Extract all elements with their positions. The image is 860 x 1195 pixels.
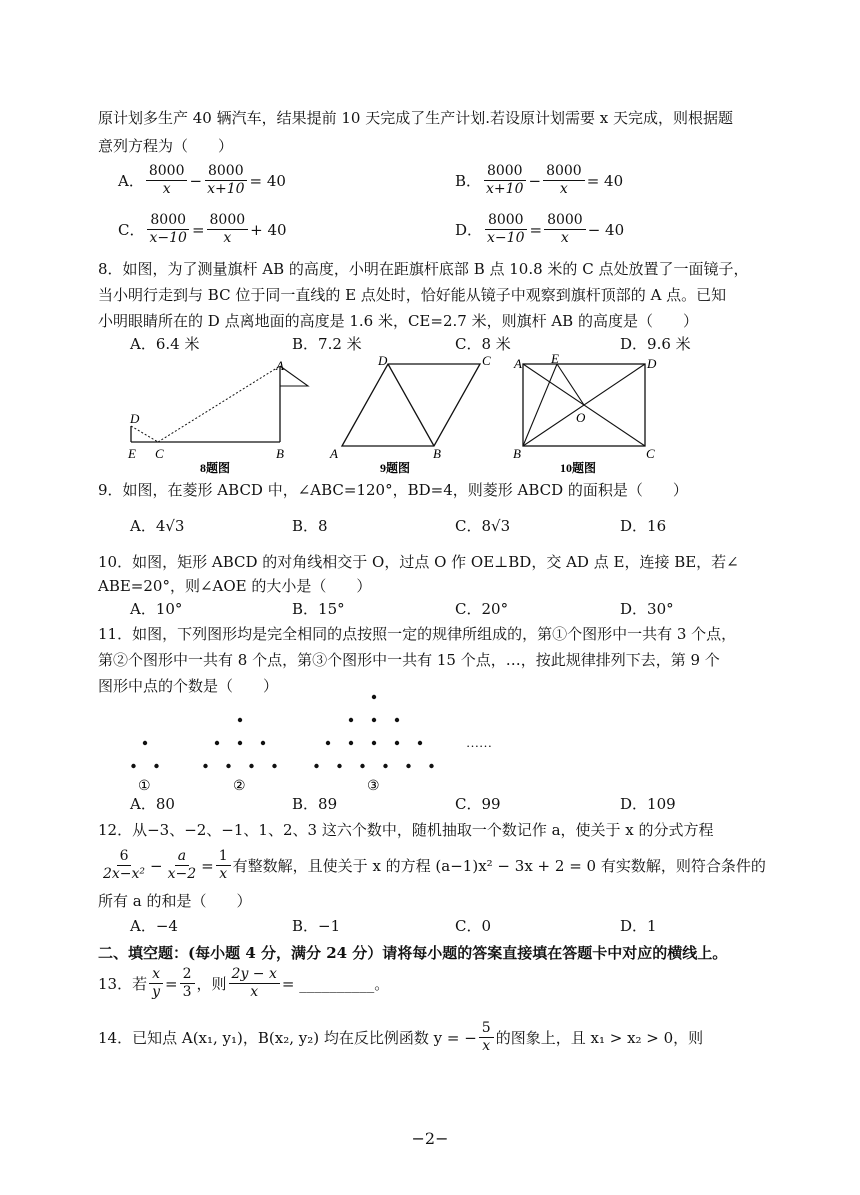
q10-option-a: A．10° [130,600,183,618]
q11-dot [154,764,158,768]
figure-9 [329,353,491,475]
q11-option-c: C．99 [455,795,501,813]
q11-dot [395,718,399,722]
q12-line3: 所有 a 的和是（ ） [98,892,252,910]
q11-dot [372,718,376,722]
q11-dot [337,764,341,768]
q9-option-c: C．8√3 [455,517,511,535]
q11-line1: 11．如图，下列图形均是完全相同的点按照一定的规律所组成的，第①个图形中一共有 3 个点， [98,625,737,643]
q11-dot [143,741,147,745]
figures-row [120,352,680,477]
q11-option-d: D．109 [620,795,676,813]
fig8-label-b: B [276,446,284,461]
q11-dot [429,764,433,768]
q12-line2: $\frac{6}{\text{2x−x²}}$ − $\frac{a}{x-2}$ = $\frac{1}{x}$ 有整数解，且使关于 x 的方程 (a−1)x² − 3x + 2 = 0 有实数解，则符合条件的 [103,848,766,882]
q8-option-d: D．9.6 米 [620,335,691,353]
q11-option-b: B．89 [292,795,338,813]
fig9-label-a: A [330,446,338,461]
q11-option-a: A．80 [130,795,175,813]
q11-dot-figures [120,688,520,796]
q9-option-a: A．4√3 [130,517,185,535]
q7-line1: 原计划多生产 40 辆汽车，结果提前 10 天完成了生产计划.若设原计划需要 x 天完成，则根据题 [98,109,734,127]
q11-line2: 第②个图形中一共有 8 个点，第③个图形中一共有 15 个点，…，按此规律排列下去，第 9 个 [98,651,720,669]
fig10-label-a: A [514,356,522,371]
q7-option-c: C． $\frac{8000}{x-10}$ = $\frac{8000}{x}$ + 40 [118,212,287,246]
q10-line2: ABE=20°，则∠AOE 的大小是（ ） [98,577,372,595]
fig10-label-c: C [646,446,655,461]
fig8-label-e: E [128,446,136,461]
q7-line2: 意列方程为（ ） [98,137,234,155]
q11-dot [418,741,422,745]
q11-dot [383,764,387,768]
q11-dot [372,695,376,699]
q11-dot [203,764,207,768]
fig8-label-a: A [276,358,284,373]
q8-option-c: C．8 米 [455,335,511,353]
fig10-label-d: D [647,356,657,371]
q9-option-d: D．16 [620,517,667,535]
fig8-caption: 8题图 [200,461,231,475]
fig8-label-c: C [155,446,164,461]
q11-dot [372,741,376,745]
q11-dot [360,764,364,768]
q8-line3: 小明眼睛所在的 D 点离地面的高度是 1.6 米，CE=2.7 米，则旗杆 AB 的高度是（ ） [98,312,698,330]
fig8-label-d: D [130,411,140,426]
q11-dot [406,764,410,768]
q12-option-c: C．0 [455,917,492,935]
fig10-label-e: E [551,352,559,366]
q11-dot [395,741,399,745]
q11-label-3: ③ [367,779,380,794]
figure-10 [513,352,657,475]
q11-dot [131,764,135,768]
q9-line1: 9．如图，在菱形 ABCD 中，∠ABC=120°，BD=4，则菱形 ABCD 的面积是（ ） [98,481,688,499]
fig10-label-o: O [576,410,586,425]
q7-option-b: B． $\frac{8000}{x+10}$ − $\frac{8000}{x}$ = 40 [455,163,624,197]
q11-dot [272,764,276,768]
page-number: −2− [411,1129,449,1148]
q10-option-b: B．15° [292,600,345,618]
q8-option-b: B．7.2 米 [292,335,362,353]
q8-line1: 8．如图，为了测量旗杆 AB 的高度，小明在距旗杆底部 B 点 10.8 米的 C 点处放置了一面镜子， [98,260,749,278]
fig9-label-c: C [482,353,491,368]
figure-8 [127,358,308,475]
q12-option-a: A．−4 [130,917,178,935]
q10-option-c: C．20° [455,600,509,618]
q11-dot [238,741,242,745]
q11-dot [349,741,353,745]
fig10-label-b: B [513,446,521,461]
q10-option-d: D．30° [620,600,674,618]
q7-option-a: A． $\frac{8000}{x}$ − $\frac{8000}{x+10}$ = 40 [118,163,286,197]
q10-line1: 10．如图，矩形 ABCD 的对角线相交于 O，过点 O 作 OE⊥BD，交 AD 点 E，连接 BE，若∠ [98,553,739,571]
section-2-heading: 二、填空题：(每小题 4 分，满分 24 分）请将每小题的答案直接填在答题卡中对应的横线上。 [98,944,728,962]
fig10-caption: 10题图 [560,461,597,475]
q11-dot [238,718,242,722]
q14-line: 14．已知点 A(x₁, y₁)，B(x₂, y₂) 均在反比例函数 y = − $\frac{5}{x}$ 的图象上，且 x₁ > x₂ > 0，则 [98,1020,704,1054]
q11-dot [314,764,318,768]
fig9-caption: 9题图 [380,461,411,475]
q11-dot [349,718,353,722]
fig9-label-d: D [378,353,388,368]
q11-dot [249,764,253,768]
q11-dot [261,741,265,745]
q11-label-1: ① [138,779,151,794]
q8-line2: 当小明行走到与 BC 位于同一直线的 E 点处时，恰好能从镜子中观察到旗杆顶部的 A 点。已知 [98,286,727,304]
q11-ellipsis: …… [466,735,492,750]
q11-dot [226,764,230,768]
q11-dot [326,741,330,745]
q12-line1: 12．从−3、−2、−1、1、2、3 这六个数中，随机抽取一个数记作 a，使关于 x 的分式方程 [98,821,714,839]
q12-option-d: D．1 [620,917,657,935]
q9-option-b: B．8 [292,517,328,535]
q13-line: 13．若 $\frac{x}{y}$ = $\frac{2}{3}$ ，则 $\frac{2y - x}{x}$ = __________。 [98,966,390,1000]
q11-dot-pattern [131,695,433,768]
q11-label-2: ② [233,779,246,794]
fig9-label-b: B [433,446,441,461]
q11-dot [215,741,219,745]
q7-option-d: D． $\frac{8000}{x-10}$ = $\frac{8000}{x}$ − 40 [455,212,625,246]
q12-option-b: B．−1 [292,917,341,935]
q8-option-a: A．6.4 米 [130,335,200,353]
q11-line3: 图形中点的个数是（ ） [98,677,279,695]
